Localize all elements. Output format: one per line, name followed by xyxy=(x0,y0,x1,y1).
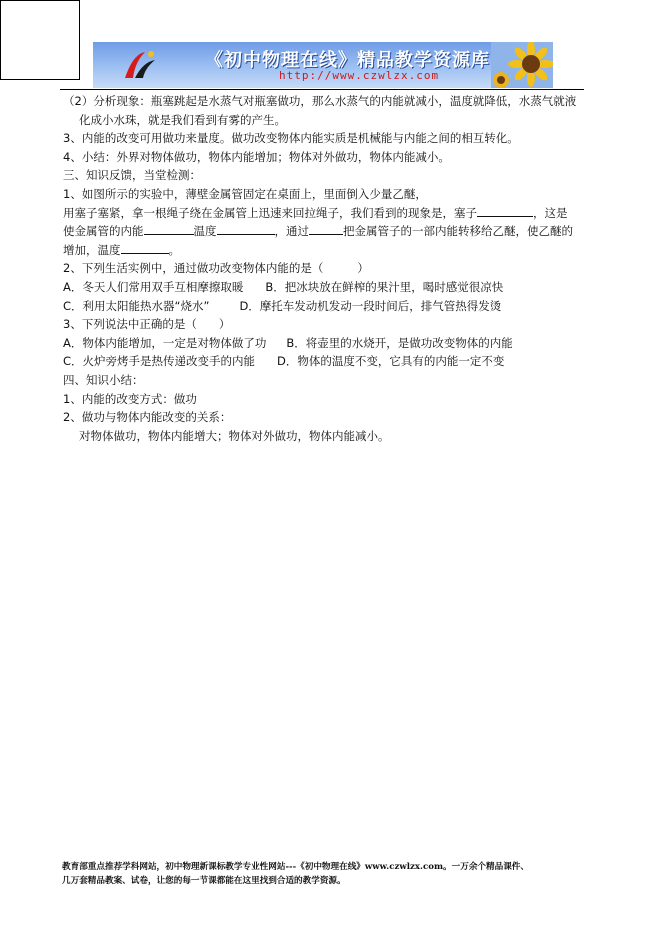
question-1-text-h: 。 xyxy=(168,242,180,257)
sunflower-image xyxy=(491,42,553,88)
question-2-options-cd xyxy=(63,297,585,316)
question-2-close-paren: ） xyxy=(357,261,369,276)
question-3-option-b: B．将壶里的水烧开，是做功改变物体的内能 xyxy=(286,335,513,350)
footer-line-1: 教育部重点推荐学科网站，初中物理新课标教学专业性网站---《初中物理在线》www.czwlzx.com。一万余个精品课件、 xyxy=(62,862,529,872)
question-2-option-d: D．摩托车发动机发动一段时间后，排气管热得发烫 xyxy=(239,298,502,313)
paragraph-point-3: 3、内能的改变可用做功来量度。做功改变物体内能实质是机械能与内能之间的相互转化。 xyxy=(63,131,519,146)
question-1-line2 xyxy=(63,204,585,223)
question-1-text-f: 把金属管子的一部内能转移给乙醚，使乙醚的 xyxy=(343,224,573,239)
answer-blank-internal-energy xyxy=(144,222,194,235)
summary-item-1: 1、内能的改变方式：做功 xyxy=(63,391,197,406)
paragraph-analysis-line1: （2）分析现象：瓶塞跳起是水蒸气对瓶塞做功，那么水蒸气的内能就减小，温度就降低，水蒸气就液 xyxy=(63,94,577,108)
question-1-text-b: ，这是 xyxy=(533,205,568,220)
page-footer xyxy=(62,860,602,888)
header-banner xyxy=(93,42,553,88)
corner-placeholder-box xyxy=(0,0,80,80)
question-1-line1: 1、如图所示的实验中，薄壁金属管固定在桌面上，里面倒入少量乙醚， xyxy=(63,186,427,201)
answer-blank-stopper xyxy=(477,204,533,217)
question-1-text-e: ，通过 xyxy=(274,224,309,239)
section-heading-summary: 四、知识小结： xyxy=(63,372,144,387)
question-3-option-a: A．物体内能增加，一定是对物体做了功 xyxy=(63,335,267,350)
answer-blank-method xyxy=(309,222,343,235)
answer-blank-ether-temperature xyxy=(121,241,169,254)
question-3-close-paren: ） xyxy=(218,317,231,332)
question-1-line4 xyxy=(63,241,585,260)
paragraph-analysis-line2: 化成小水珠，就是我们看到有雾的产生。 xyxy=(79,112,286,127)
header-divider xyxy=(60,89,584,90)
question-2-option-b: B．把冰块放在鲜榨的果汁里，喝时感觉很凉快 xyxy=(265,279,504,294)
banner-url: http://www.czwlzx.com xyxy=(279,69,440,82)
document-body xyxy=(63,92,585,445)
question-3-option-d: D．物体的温度不变，它具有的内能一定不变 xyxy=(277,354,505,369)
answer-blank-temperature xyxy=(217,222,275,235)
question-1-text-g: 增加，温度 xyxy=(63,242,121,257)
section-heading-feedback: 三、知识反馈，当堂检测： xyxy=(63,168,201,183)
question-3-stem xyxy=(63,315,585,334)
paragraph-point-4: 4、小结：外界对物体做功，物体内能增加；物体对外做功，物体内能减小。 xyxy=(63,149,450,164)
summary-item-2: 2、做功与物体内能改变的关系： xyxy=(63,410,232,425)
question-2-stem xyxy=(63,259,585,278)
question-1-text-a: 用塞子塞紧，拿一根绳子绕在金属管上迅速来回拉绳子，我们看到的现象是，塞子 xyxy=(63,205,477,220)
question-1-text-d: 温度 xyxy=(193,224,217,239)
question-2-option-c: C．利用太阳能热水器“烧水” xyxy=(63,298,210,313)
footer-line-2: 几万套精品教案、试卷，让您的每一节课都能在这里找到合适的教学资源。 xyxy=(62,876,346,886)
question-3-options-cd xyxy=(63,352,585,371)
banner-title: 《初中物理在线》精品教学资源库 xyxy=(205,50,490,71)
question-2-option-a: A．冬天人们常用双手互相摩擦取暖 xyxy=(63,279,244,294)
question-2-text: 2、下列生活实例中，通过做功改变物体内能的是（ xyxy=(63,261,324,276)
question-2-options-ab xyxy=(63,278,585,297)
question-1-line3 xyxy=(63,222,585,241)
question-3-text: 3、下列说法中正确的是（ xyxy=(63,317,197,332)
site-logo-icon xyxy=(121,48,161,82)
question-1-text-c: 使金属管的内能 xyxy=(63,224,144,239)
question-3-options-ab xyxy=(63,334,585,353)
question-3-option-c: C．火炉旁烤手是热传递改变手的内能 xyxy=(63,354,256,369)
summary-item-2-detail: 对物体做功，物体内能增大；物体对外做功，物体内能减小。 xyxy=(79,428,390,443)
